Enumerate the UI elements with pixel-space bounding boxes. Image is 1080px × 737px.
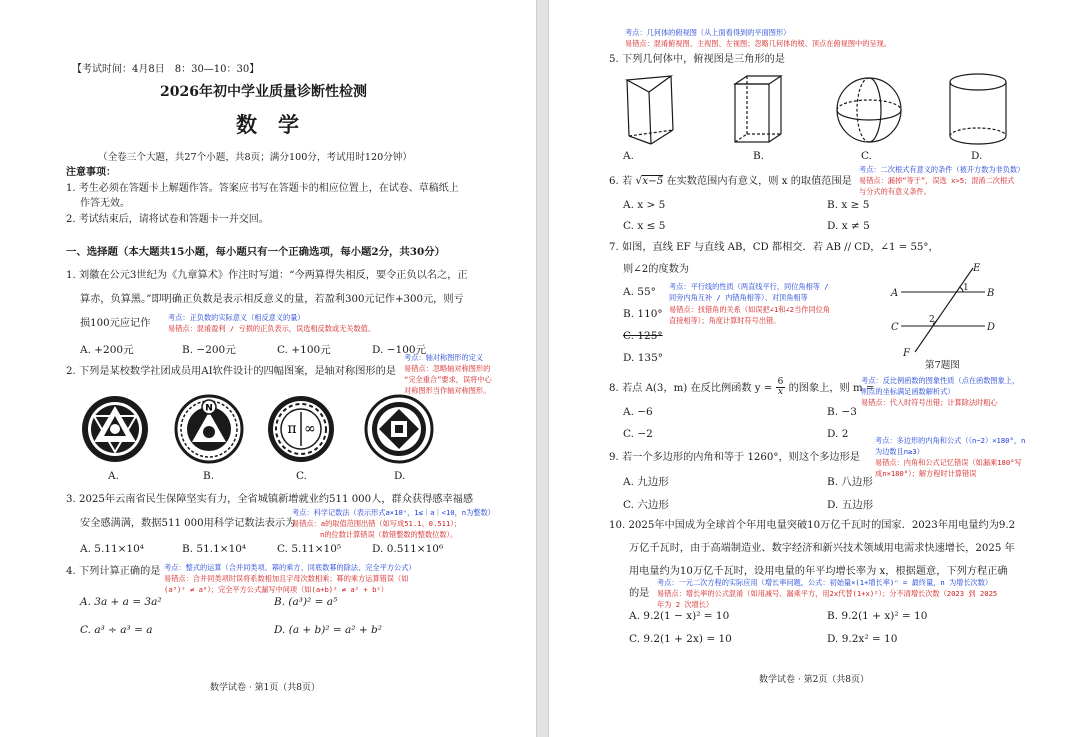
section-heading: 一、选择题（本大题共15小题，每小题只有一个正确选项，每小题2分，共30分） — [66, 246, 446, 258]
rectangular-prism-figure — [731, 72, 787, 148]
q6-suffix: 在实数范围内有意义，则 x 的取值范围是 — [666, 176, 852, 187]
q8-fraction-numerator: 6 — [777, 377, 784, 387]
q3-option-d: D. 0.511×10⁶ — [372, 543, 444, 555]
q10-line2: 万亿千瓦时，由于高端制造业、数字经济和新兴技术领域用电需求快速增长，2025 年 — [629, 543, 1015, 554]
q2-label-a: A. — [108, 470, 119, 482]
q8-fraction — [776, 378, 786, 398]
emblem-c-image — [266, 394, 336, 464]
q8-text — [609, 378, 874, 398]
q5-error-point-note: 易错点：混淆俯视图、主视图、左视图；忽略几何体的棱、顶点在俯视图中的呈现。 — [625, 39, 891, 48]
q5-text: 5. 下列几何体中，俯视图是三角形的是 — [609, 54, 785, 65]
q3-key-point-note: 考点：科学记数法（表示形式a×10ⁿ，1≤｜a｜<10，n为整数） — [292, 508, 495, 517]
q6-option-a: A. x > 5 — [623, 199, 666, 211]
q7-line1: 7. 如图，直线 EF 与直线 AB，CD 都相交．若 AB // CD，∠1 = 55°， — [609, 242, 939, 253]
q1-line1: 1. 刘徽在公元3世纪为《九章算术》作注时写道：“今两算得失相反，要令正负以名之，正 — [66, 270, 468, 281]
q2-error-point-note-1: 易错点：忽略轴对称图形的 — [404, 364, 491, 373]
q1-option-d: D. −100元 — [372, 344, 427, 356]
label-angle-2: 2 — [929, 315, 935, 325]
svg-text:N: N — [205, 403, 213, 414]
q6-radicand: x−5 — [642, 176, 664, 187]
svg-text:∞: ∞ — [304, 421, 316, 437]
q10-option-c: C. 9.2(1 + 2x) = 10 — [629, 633, 732, 645]
notice-1-cont: 作答无效。 — [80, 198, 130, 209]
label-angle-1: 1 — [963, 283, 969, 293]
q3-option-c: C. 5.11×10⁵ — [277, 543, 342, 555]
q3-error-point-note-1: 易错点：a的取值范围出错（如写成51.1、0.511）； — [292, 519, 462, 528]
q9-key-point-note-1: 考点：多边形的内角和公式（（n−2）×180°，n — [875, 436, 1026, 445]
q9-text: 9. 若一个多边形的内角和等于 1260°，则这个多边形是 — [609, 452, 860, 463]
q9-error-point-note-2: 成n×180°）；解方程时计算错误 — [875, 469, 977, 478]
q4-option-d: D. (a + b)² = a² + b² — [274, 624, 382, 636]
q4-error-point-note-2: (a³)² ≠ a⁶）；完全平方公式漏写中间项（如(a+b)² ≠ a² + b²） — [164, 585, 388, 594]
q3-option-a: A. 5.11×10⁴ — [80, 543, 145, 555]
q2-label-c: C. — [296, 470, 307, 482]
q4-key-point-note: 考点：整式的运算（合并同类项、幂的乘方、同底数幂的除法、完全平方公式） — [164, 563, 416, 572]
q5-label-a: A. — [623, 150, 634, 162]
exam-time: 【考试时间：4月8日 8：30—10：30】 — [72, 64, 260, 75]
cylinder-figure — [945, 70, 1011, 150]
q1-option-c: C. +100元 — [277, 344, 331, 356]
label-point-e: E — [973, 263, 981, 274]
q7-key-point-note-2: 同旁内角互补 / 内错角相等）、对顶角相等 — [669, 293, 808, 302]
q1-option-a: A. +200元 — [80, 344, 134, 356]
q6-key-point-note: 考点：二次根式有意义的条件（被开方数为非负数） — [859, 165, 1025, 174]
q4-error-point-note-1: 易错点：合并同类项时误将系数相加且字母次数相乘；幂的乘方运算错误（如 — [164, 574, 409, 583]
label-point-c: C — [891, 322, 899, 333]
q2-label-b: B. — [203, 470, 215, 482]
q9-error-point-note-1: 易错点：内角和公式记忆错误（如漏乘180°写 — [875, 458, 1022, 467]
q7-figure-caption: 第7题图 — [925, 360, 960, 371]
q4-option-c: C. a³ ÷ a³ = a — [80, 624, 153, 636]
q8-key-point-note-1: 考点：反比例函数的图象性质（点在函数图象上， — [861, 376, 1020, 385]
q3-error-point-note-2: n的位数计算错误（数错整数的整数位数）。 — [320, 530, 458, 539]
q3-option-b: B. 51.1×10⁴ — [182, 543, 247, 555]
q7-line2: 则∠2的度数为 — [623, 264, 689, 275]
notice-2: 2. 考试结束后，请将试卷和答题卡一并交回。 — [66, 214, 269, 225]
exam-title: 2026年初中学业质量诊断性检测 — [160, 84, 367, 100]
page-gutter — [536, 0, 549, 737]
q3-line2: 安全感满满，数据511 000用科学记数法表示为 — [80, 518, 296, 529]
q2-text: 2. 下列是某校数学社团成员用AI软件设计的四幅图案，是轴对称图形的是 — [66, 366, 396, 377]
label-point-f: F — [903, 348, 910, 359]
q4-option-a: A. 3a + a = 3a² — [80, 596, 162, 608]
q1-error-point-note: 易错点：混淆盈利 / 亏损的正负表示，误选相反数或无关数值。 — [168, 324, 376, 333]
q10-line4: 的是 — [629, 588, 650, 599]
q10-option-a: A. 9.2(1 − x)² = 10 — [629, 610, 730, 622]
emblem-d-image — [364, 394, 434, 464]
emblem-b-image — [174, 394, 244, 464]
q3-line1: 3. 2025年云南省民生保障坚实有力，全省城镇新增就业约511 000人，群众获得感幸福感 — [66, 494, 474, 505]
q7-option-a: A. 55° — [623, 286, 656, 298]
emblem-a-image — [80, 394, 150, 464]
q2-key-point-note: 考点：轴对称图形的定义 — [404, 353, 484, 362]
q6-option-b: B. x ≥ 5 — [827, 199, 870, 211]
q5-label-b: B. — [753, 150, 765, 162]
q4-option-b: B. (a³)² = a⁵ — [274, 596, 338, 608]
q8-suffix: 的图象上，则 m = — [788, 382, 875, 394]
q7-parallel-lines-figure — [889, 262, 999, 360]
page-1-footer: 数学试卷 · 第1页（共8页） — [210, 683, 321, 693]
q1-option-b: B. −200元 — [182, 344, 236, 356]
q10-line1: 10. 2025年中国成为全球首个年用电量突破10万亿千瓦时的国家．2023年用电量约为9.2 — [609, 520, 1016, 531]
q9-option-b: B. 八边形 — [827, 476, 873, 488]
q9-key-point-note-2: 为边数且n≥3） — [875, 447, 924, 456]
q1-key-point-note: 考点：正负数的实际意义（相反意义的量） — [168, 313, 305, 322]
q10-key-point-note: 考点：一元二次方程的实际应用（增长率问题，公式：初始量×(1+增长率)ⁿ = 最终量，n 为增长次数） — [657, 578, 993, 587]
q6-error-point-note-1: 易错点：漏掉“等于”，误选 x>5；混淆二次根式 — [859, 176, 1015, 185]
q10-option-d: D. 9.2x² = 10 — [827, 633, 898, 645]
q1-line2: 算赤，负算黑。”即明确正负数是表示相反意义的量，若盈利300元记作+300元，则亏 — [80, 294, 464, 305]
q9-option-a: A. 九边形 — [623, 476, 669, 488]
q7-error-point-note-2: 直接相等）；角度计算时符号出错。 — [669, 316, 781, 325]
q6-text — [609, 174, 852, 188]
q7-option-d: D. 135° — [623, 352, 664, 364]
notice-1: 1. 考生必须在答题卡上解题作答。答案应书写在答题卡的相应位置上，在试卷、草稿纸上 — [66, 183, 459, 194]
q6-error-point-note-2: 与分式的有意义条件。 — [859, 187, 931, 196]
q2-label-d: D. — [394, 470, 406, 482]
q6-option-d: D. x ≠ 5 — [827, 220, 870, 232]
q10-error-point-note-2: 年为 2 次增长） — [657, 600, 714, 609]
exam-page-2 — [549, 0, 1080, 737]
q8-option-d: D. 2 — [827, 428, 849, 440]
q1-line3: 损100元应记作 — [80, 318, 151, 329]
q7-error-point-note-1: 易错点：找错角的关系（如误把∠1和∠2当作同位角 — [669, 305, 831, 314]
q7-key-point-note-1: 考点：平行线的性质（两直线平行，同位角相等 / — [669, 282, 829, 291]
label-point-d: D — [987, 322, 996, 333]
q6-option-c: C. x ≤ 5 — [623, 220, 666, 232]
q8-error-point-note: 易错点：代入时符号出错；计算除法时粗心 — [861, 398, 998, 407]
q8-key-point-note-2: 则点的坐标满足函数解析式） — [861, 387, 955, 396]
q6-prefix: 6. 若 — [609, 176, 633, 187]
label-point-b: B — [987, 288, 995, 299]
q9-option-c: C. 六边形 — [623, 499, 669, 511]
q8-fraction-denominator: x — [777, 387, 783, 398]
q5-label-d: D. — [971, 150, 983, 162]
sphere-figure — [833, 72, 905, 148]
q4-text: 4. 下列计算正确的是 — [66, 566, 161, 577]
exam-info: （全卷三个大题，共27个小题，共8页；满分100分，考试用时120分钟） — [98, 152, 412, 163]
label-point-a: A — [891, 288, 899, 299]
subject-title: 数 学 — [236, 112, 299, 137]
q9-option-d: D. 五边形 — [827, 499, 874, 511]
exam-page-1 — [0, 0, 536, 737]
notice-heading: 注意事项： — [66, 167, 116, 178]
q10-option-b: B. 9.2(1 + x)² = 10 — [827, 610, 928, 622]
q8-option-a: A. −6 — [623, 406, 653, 418]
svg-text:π: π — [287, 421, 297, 437]
q7-option-c: C. 125° — [623, 330, 663, 342]
q5-label-c: C. — [861, 150, 872, 162]
radical-sign: √ — [635, 174, 643, 187]
q10-error-point-note-1: 易错点：增长率的公式混淆（如用减号、漏乘平方，用2x代替(1+x)²）；分不清增长次数（2023 到 2025 — [657, 589, 998, 598]
q8-prefix: 8. 若点 A(3，m) 在反比例函数 y = — [609, 382, 773, 394]
q10-line3: 用电量约为10万亿千瓦时，设用电量的年平均增长率为 x，根据题意，下列方程正确 — [629, 566, 1008, 577]
page-2-footer: 数学试卷 · 第2页（共8页） — [759, 675, 870, 685]
q8-option-c: C. −2 — [623, 428, 653, 440]
q7-option-b: B. 110° — [623, 308, 663, 320]
q8-option-b: B. −3 — [827, 406, 857, 418]
q2-error-point-note-3: 对称图形当作轴对称图形。 — [404, 386, 491, 395]
q2-error-point-note-2: “完全重合”要求，误将中心 — [404, 375, 492, 384]
q5-key-point-note: 考点：几何体的俯视图（从上面看得到的平面图形） — [625, 28, 791, 37]
triangular-prism-figure — [621, 72, 687, 148]
